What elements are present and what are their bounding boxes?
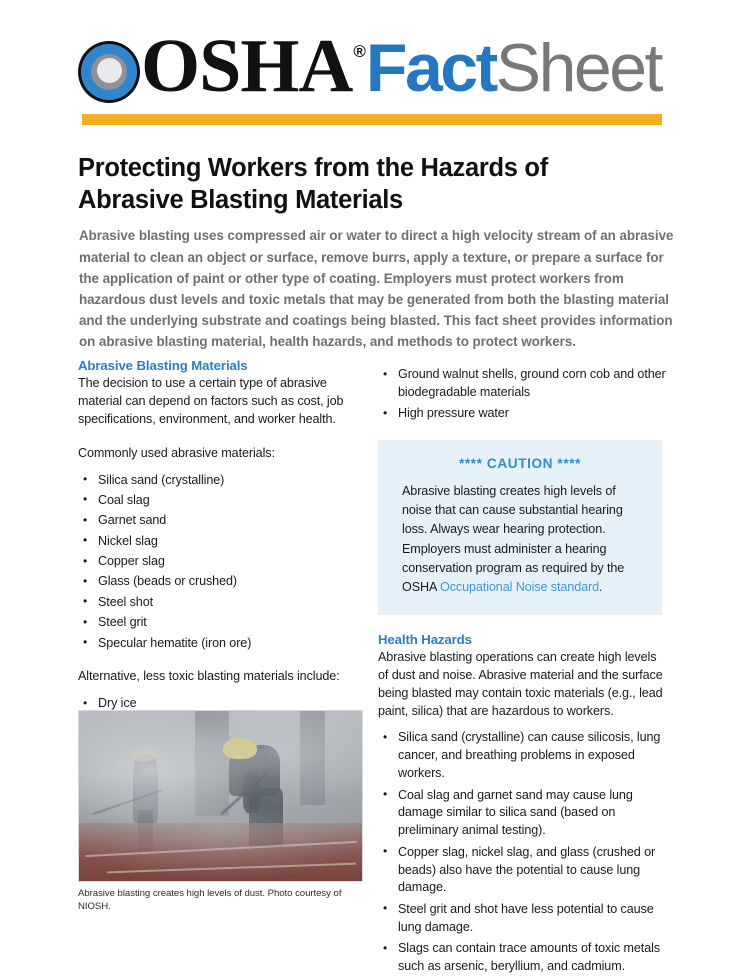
list-item: • Steel grit and shot have less potential to cause lung damage. (378, 901, 668, 937)
list-item: • Silica sand (crystalline) (78, 472, 364, 490)
list-item: • Copper slag, nickel slag, and glass (crushed or beads) also have the potential to cause lung damage. (378, 844, 668, 898)
photo-caption: Abrasive blasting creates high levels of dust. Photo courtesy of NIOSH. (78, 888, 342, 912)
abrasive-materials-paragraph: The decision to use a certain type of abrasive material can depend on factors such as cost, job specifications, environment, and worker health. (78, 376, 344, 426)
list-item: • Coal slag and garnet sand may cause lung damage similar to silica sand (based on preliminary animal testing). (378, 787, 668, 841)
list-item: • Coal slag (78, 492, 364, 510)
registered-trademark-icon: ® (353, 42, 365, 61)
list-item: • Dry ice (78, 695, 364, 713)
list-item: • Nickel slag (78, 533, 364, 551)
caution-text-before-link: Abrasive blasting creates high levels of noise that can cause substantial hearing loss. Always wear hearing protection. Employers must administer a hearing conservation program as required by the OSHA (402, 484, 625, 594)
section-heading-health-hazards: Health Hazards (378, 631, 472, 647)
abrasive-blasting-photo (78, 710, 363, 882)
list-item: • Specular hematite (iron ore) (78, 635, 364, 653)
osha-wordmark (78, 24, 365, 108)
commonly-used-materials-list (78, 472, 364, 653)
page-title: Protecting Workers from the Hazards of Abrasive Blasting Materials (78, 154, 548, 215)
list-item: • Slags can contain trace amounts of toxic metals such as arsenic, beryllium, and cadmium. (378, 940, 668, 976)
list-item: • Glass (beads or crushed) (78, 573, 364, 591)
list-item: • Steel shot (78, 594, 364, 612)
caution-box (378, 440, 662, 615)
fact-word: Fact (365, 30, 496, 106)
photo-block (78, 710, 363, 914)
osha-letters: OSHA (141, 24, 353, 108)
sheet-word: Sheet (495, 30, 661, 106)
health-hazards-list (378, 729, 668, 975)
commonly-used-label: Commonly used abrasive materials: (78, 445, 275, 460)
osha-ring-icon (78, 41, 140, 103)
list-item: • Copper slag (78, 553, 364, 571)
list-item: • Silica sand (crystalline) can cause silicosis, lung cancer, and breathing problems in exposed workers. (378, 729, 668, 783)
caution-body (398, 482, 642, 597)
gold-divider-bar (82, 114, 662, 125)
occupational-noise-standard-link[interactable]: Occupational Noise standard (440, 579, 600, 594)
caution-title: **** CAUTION **** (459, 456, 581, 472)
right-column (378, 358, 668, 979)
health-hazards-paragraph: Abrasive blasting operations can create high levels of dust and noise. Abrasive material and the surface being blasted may contain toxic materials (e.g., lead paint, silica) that are hazardous to workers. (378, 649, 663, 718)
list-item: • Steel grit (78, 614, 364, 632)
continued-materials-list (378, 366, 668, 423)
section-heading-abrasive-blasting-materials: Abrasive Blasting Materials (78, 358, 248, 373)
alternative-materials-label: Alternative, less toxic blasting materials include: (78, 669, 340, 684)
list-item: • High pressure water (378, 405, 668, 423)
intro-paragraph: Abrasive blasting uses compressed air or water to direct a high velocity stream of an abrasive material to clean an object or surface, remove burrs, apply a texture, or prepare a surface for the application of paint or other type of coating. Employers must protect workers from hazardous dust levels and toxic metals that may be generated from both the blasting material and the underlying substrate and coatings being blasted. This fact sheet provides information on abrasive blasting material, health hazards, and methods to protect workers. (79, 228, 674, 350)
caution-text-after-link: . (599, 579, 603, 594)
osha-factsheet-logo (78, 24, 668, 108)
masthead (78, 24, 668, 108)
list-item: • Ground walnut shells, ground corn cob and other biodegradable materials (378, 366, 668, 402)
list-item: • Garnet sand (78, 512, 364, 530)
